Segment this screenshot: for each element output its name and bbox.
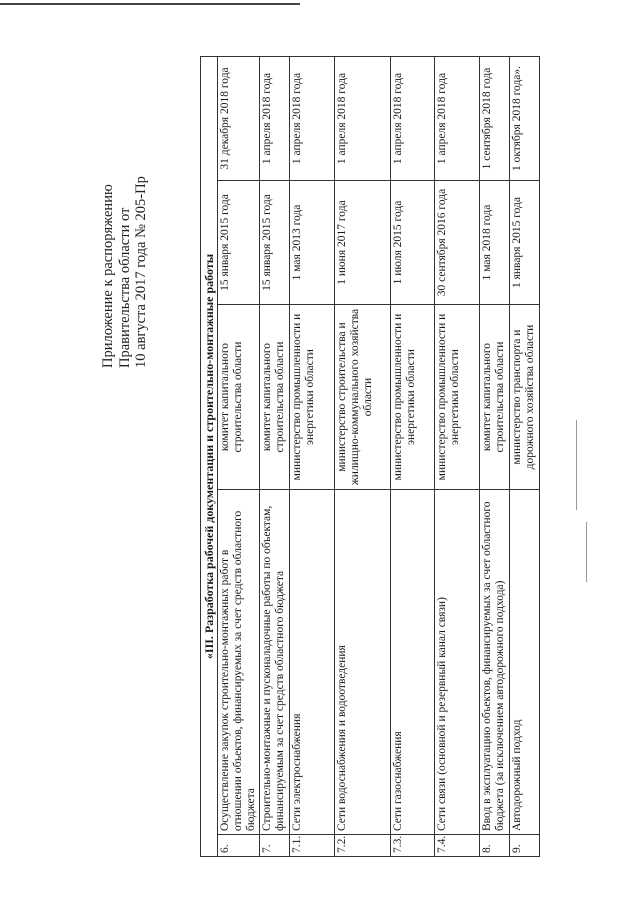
row-start-date: 15 января 2015 года [218,181,260,305]
row-name: Сети электроснабжения [290,490,334,835]
table-row [260,56,290,856]
row-start-date: 30 сентября 2016 года [435,181,479,305]
row-end-date: 1 апреля 2018 года [260,56,290,180]
header-line-1: Приложение к распоряжению [100,184,116,368]
row-name: Строительно-монтажные и пусконаладочные работы по объектам, финансируемым за счет средств областного бюджета [260,490,290,835]
appendix-header [100,68,150,368]
row-organization: комитет капитального строительства области [260,305,290,490]
row-start-date: 1 июня 2017 года [334,181,390,305]
schedule-table-container [200,57,540,857]
margin-line [586,522,587,582]
table-row [391,56,435,856]
row-end-date: 1 апреля 2018 года [435,56,479,180]
row-number: 8. [479,835,509,857]
row-organization: министерство транспорта и дорожного хозяйства области [509,305,539,490]
row-organization: министерство промышленности и энергетики области [391,305,435,490]
table-row [218,56,260,856]
row-number: 7.4. [435,835,479,857]
row-name: Сети газоснабжения [391,490,435,835]
table-row [479,56,509,856]
row-end-date: 1 октября 2018 года». [509,56,539,180]
top-rule [0,3,300,5]
row-start-date: 1 мая 2018 года [479,181,509,305]
row-start-date: 1 января 2015 года [509,181,539,305]
row-organization: министерство строительства и жилищно-коммунального хозяйства области [334,305,390,490]
schedule-table [200,56,540,857]
section-title: «III. Разработка рабочей документации и строительно-монтажные работы [201,56,218,856]
margin-line [576,420,577,510]
row-number: 7.3. [391,835,435,857]
row-organization: комитет капитального строительства области [479,305,509,490]
row-name: Автодорожный подход [509,490,539,835]
row-name: Сети связи (основной и резервный канал связи) [435,490,479,835]
row-number: 7.2. [334,835,390,857]
table-row [290,56,334,856]
table-row [509,56,539,856]
row-number: 7.1. [290,835,334,857]
row-end-date: 1 сентября 2018 года [479,56,509,180]
table-row [435,56,479,856]
row-organization: министерство промышленности и энергетики области [290,305,334,490]
row-start-date: 15 января 2015 года [260,181,290,305]
row-number: 6. [218,835,260,857]
row-end-date: 1 апреля 2018 года [391,56,435,180]
row-name: Ввод в эксплуатацию объектов, финансируемых за счет областного бюджета (за исключением автодорожного подхода) [479,490,509,835]
row-number: 7. [260,835,290,857]
row-start-date: 1 июля 2015 года [391,181,435,305]
header-line-2: Правительства области от [116,207,133,368]
row-organization: комитет капитального строительства области [218,305,260,490]
row-end-date: 31 декабря 2018 года [218,56,260,180]
header-line-3: 10 августа 2017 года № 205-Пр [133,176,149,368]
row-name: Осуществление закупок строительно-монтажных работ в отношении объектов, финансируемых за счет средств областного бюджета [218,490,260,835]
row-number: 9. [509,835,539,857]
table-row [334,56,390,856]
row-end-date: 1 апреля 2018 года [334,56,390,180]
row-start-date: 1 мая 2013 года [290,181,334,305]
row-organization: министерство промышленности и энергетики области [435,305,479,490]
row-end-date: 1 апреля 2018 года [290,56,334,180]
row-name: Сети водоснабжения и водоотведения [334,490,390,835]
